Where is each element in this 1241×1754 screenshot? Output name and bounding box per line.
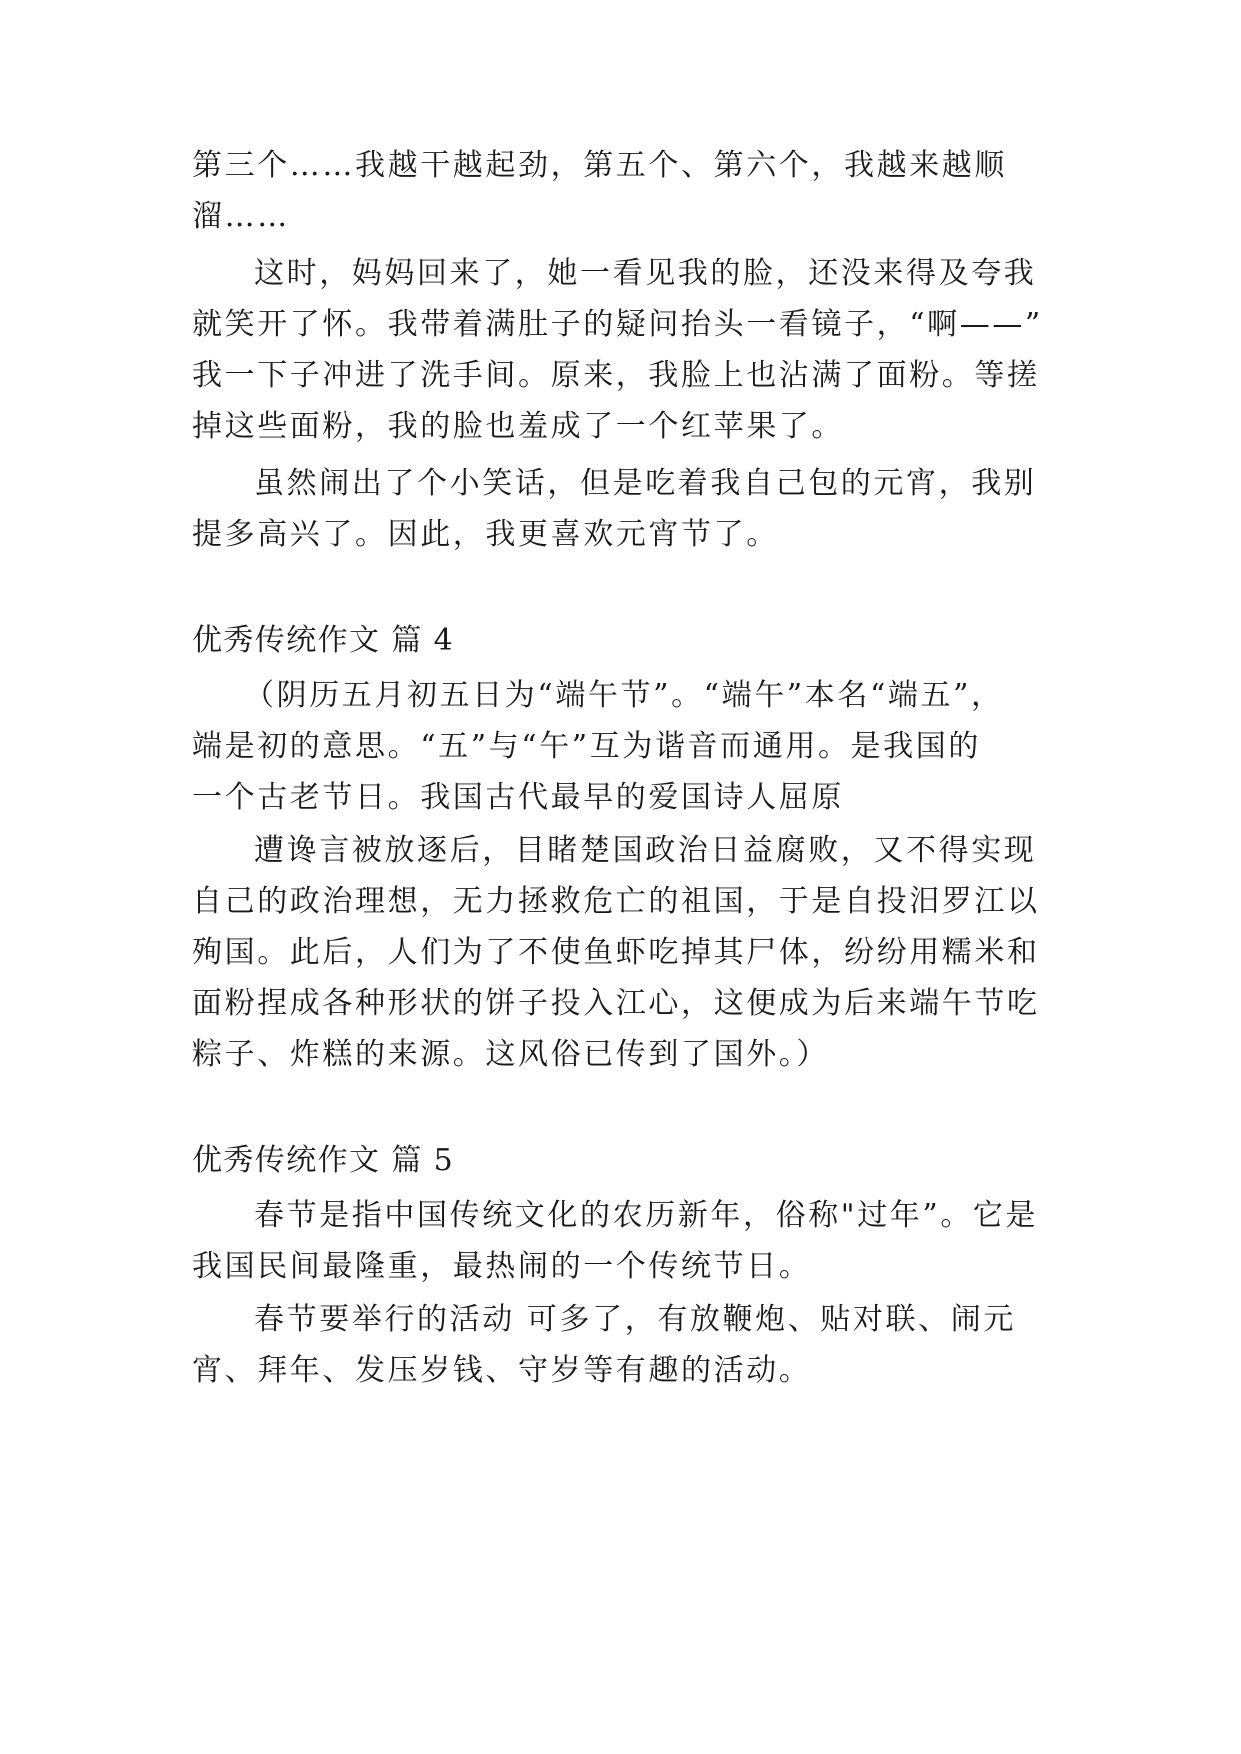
paragraph-line: 就笑开了怀。我带着满肚子的疑问抬头一看镜子，“啊——” [192, 307, 1043, 342]
paragraph-line: 春节是指中国传统文化的农历新年，俗称"过年”。它是 [254, 1198, 1039, 1233]
paragraph-line: 春节要举行的活动 可多了，有放鞭炮、贴对联、闹元 [254, 1302, 1016, 1337]
paragraph-line: 掉这些面粉，我的脸也羞成了一个红苹果了。 [192, 409, 844, 444]
paragraph-line: 遭谗言被放逐后，目睹楚国政治日益腐败，又不得实现 [254, 833, 1037, 868]
paragraph-line: 第三个……我越干越起劲，第五个、第六个，我越来越顺 [192, 148, 1007, 183]
paragraph-line: 我国民间最隆重，最热闹的一个传统节日。 [192, 1249, 812, 1284]
paragraph-line: 溜…… [192, 199, 290, 234]
paragraph-line: 虽然闹出了个小笑话，但是吃着我自己包的元宵，我别 [254, 466, 1037, 501]
section-heading: 优秀传统作文 篇 4 [192, 623, 455, 658]
paragraph-line: 殉国。此后，人们为了不使鱼虾吃掉其尸体，纷纷用糯米和 [192, 935, 1040, 970]
paragraph-line: 这时，妈妈回来了，她一看见我的脸，还没来得及夸我 [254, 256, 1037, 291]
paragraph-line: 宵、拜年、发压岁钱、守岁等有趣的活动。 [192, 1353, 812, 1388]
section-heading: 优秀传统作文 篇 5 [192, 1143, 455, 1178]
paragraph-line: 端是初的意思。“五”与“午”互为谐音而通用。是我国的 [192, 729, 981, 764]
paragraph-line: 一个古老节日。我国古代最早的爱国诗人屈原 [192, 780, 844, 815]
paragraph-line: 提多高兴了。因此，我更喜欢元宵节了。 [192, 517, 779, 552]
paragraph-line: （阴历五月初五日为“端午节”。“端午”本名“端五”， [244, 678, 1004, 713]
paragraph-line: 自己的政治理想，无力拯救危亡的祖国，于是自投汨罗江以 [192, 884, 1040, 919]
paragraph-line: 面粉捏成各种形状的饼子投入江心，这便成为后来端午节吃 [192, 986, 1040, 1021]
paragraph-line: 我一下子冲进了洗手间。原来，我脸上也沾满了面粉。等搓 [192, 358, 1040, 393]
paragraph-line: 粽子、炸糕的来源。这风俗已传到了国外。） [192, 1037, 829, 1072]
